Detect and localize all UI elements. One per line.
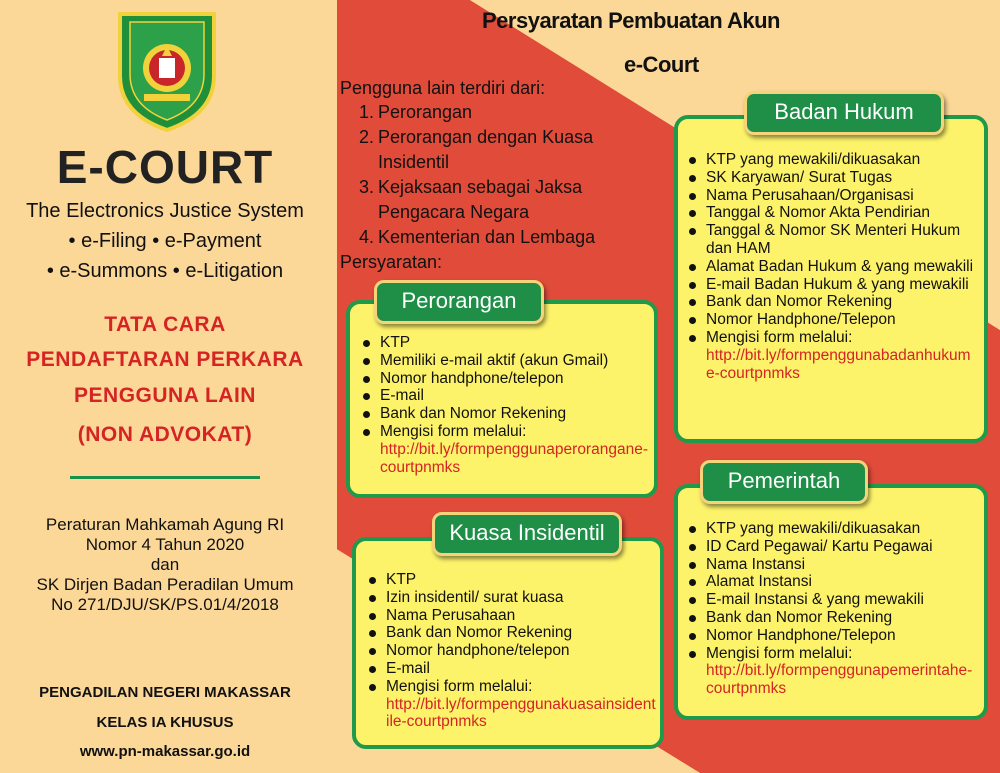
perorangan-list — [358, 334, 648, 476]
list-item: KTP — [364, 571, 654, 589]
list-item: KTP yang mewakili/dikuasakan — [684, 520, 978, 538]
regulation-line-4: SK Dirjen Badan Peradilan Umum — [36, 575, 294, 594]
perorangan-tab: Perorangan — [374, 280, 544, 324]
kuasa-list — [364, 571, 654, 731]
list-item: Nama Instansi — [684, 556, 978, 574]
pemerintah-form-link[interactable]: http://bit.ly/formpenggunapemerintahe-courtpnmks — [706, 662, 973, 698]
list-item: Nama Perusahaan/Organisasi — [684, 187, 978, 205]
heading-line-2: PENDAFTARAN PERKARA — [26, 348, 304, 371]
website-link[interactable]: www.pn-makassar.go.id — [79, 743, 251, 760]
list-item: Izin insidentil/ surat kuasa — [364, 589, 654, 607]
court-class: KELAS IA KHUSUS — [96, 714, 234, 731]
list-item: 1. Perorangan — [358, 102, 473, 122]
list-item: Nomor Handphone/Telepon — [684, 627, 978, 645]
regulation-line-1: Peraturan Mahkamah Agung RI — [45, 515, 285, 534]
list-item: Bank dan Nomor Rekening — [364, 624, 654, 642]
tagline: The Electronics Justice System — [26, 200, 304, 222]
list-item: E-mail — [364, 660, 654, 678]
list-item: Mengisi form melalui: http://bit.ly/formpenggunapemerintahe-courtpnmks — [684, 645, 978, 698]
page-title: Persyaratan Pembuatan Akun — [482, 8, 780, 33]
badan-hukum-tab: Badan Hukum — [744, 91, 944, 135]
list-item: Nomor handphone/telepon — [364, 642, 654, 660]
list-item: ID Card Pegawai/ Kartu Pegawai — [684, 538, 978, 556]
list-item: Nama Perusahaan — [364, 607, 654, 625]
list-item: Alamat Instansi — [684, 573, 978, 591]
heading-line-3: PENGGUNA LAIN — [74, 384, 256, 407]
list-item: 2. Perorangan dengan Kuasa Insidentil — [358, 127, 594, 172]
list-item: Mengisi form melalui: http://bit.ly/formpenggunakuasainsidentile-courtpnmks — [364, 678, 654, 731]
divider — [70, 476, 260, 479]
list-item: Tanggal & Nomor SK Menteri Hukum dan HAM — [684, 222, 978, 258]
list-item: E-mail Instansi & yang mewakili — [684, 591, 978, 609]
list-item: Nomor Handphone/Telepon — [684, 311, 978, 329]
heading-line-1: TATA CARA — [104, 313, 226, 336]
court-logo — [112, 6, 222, 134]
list-item: Mengisi form melalui: http://bit.ly/formpenggunabadanhukume-courtpnmks — [684, 329, 978, 382]
user-type-list — [350, 100, 630, 250]
pemerintah-tab: Pemerintah — [700, 460, 868, 504]
badan-hukum-list — [684, 151, 978, 382]
list-item: Bank dan Nomor Rekening — [684, 609, 978, 627]
regulation-line-3: dan — [150, 555, 180, 574]
heading-line-4: (NON ADVOKAT) — [77, 423, 253, 446]
intro-text: Pengguna lain terdiri dari: — [340, 78, 546, 98]
list-item: 3. Kejaksaan sebagai Jaksa Pengacara Negara — [358, 177, 583, 222]
badan-hukum-box — [674, 115, 988, 443]
list-item: Tanggal & Nomor Akta Pendirian — [684, 204, 978, 222]
court-name: PENGADILAN NEGERI MAKASSAR — [39, 684, 291, 701]
list-item: SK Karyawan/ Surat Tugas — [684, 169, 978, 187]
list-item: Mengisi form melalui: http://bit.ly/formpenggunaperorangane-courtpnmks — [358, 423, 648, 476]
list-item: 4. Kementerian dan Lembaga — [358, 227, 596, 247]
brand-title: E-COURT — [56, 141, 274, 193]
regulation-line-5: No 271/DJU/SK/PS.01/4/2018 — [51, 595, 279, 614]
list-item: Bank dan Nomor Rekening — [684, 293, 978, 311]
pemerintah-box — [674, 484, 988, 720]
features-line-2: • e-Summons • e-Litigation — [46, 260, 284, 282]
list-item: Nomor handphone/telepon — [358, 370, 648, 388]
perorangan-form-link[interactable]: http://bit.ly/formpenggunaperorangane-courtpnmks — [380, 440, 648, 476]
regulation-line-2: Nomor 4 Tahun 2020 — [85, 535, 245, 554]
perorangan-box — [346, 300, 658, 498]
list-item: Bank dan Nomor Rekening — [358, 405, 648, 423]
list-item: KTP — [358, 334, 648, 352]
kuasa-tab: Kuasa Insidentil — [432, 512, 622, 556]
pemerintah-list — [684, 520, 978, 698]
list-item: Alamat Badan Hukum & yang mewakili — [684, 258, 978, 276]
badan-hukum-form-link[interactable]: http://bit.ly/formpenggunabadanhukume-courtpnmks — [706, 346, 971, 382]
list-item: KTP yang mewakili/dikuasakan — [684, 151, 978, 169]
list-item: E-mail Badan Hukum & yang mewakili — [684, 276, 978, 294]
list-item: E-mail — [358, 387, 648, 405]
requirements-label: Persyaratan: — [340, 252, 443, 272]
kuasa-form-link[interactable]: http://bit.ly/formpenggunakuasainsidentile-courtpnmks — [386, 695, 656, 731]
features-line-1: • e-Filing • e-Payment — [68, 230, 262, 252]
page-subtitle: e-Court — [624, 52, 699, 77]
kuasa-box — [352, 537, 664, 749]
list-item: Memiliki e-mail aktif (akun Gmail) — [358, 352, 648, 370]
